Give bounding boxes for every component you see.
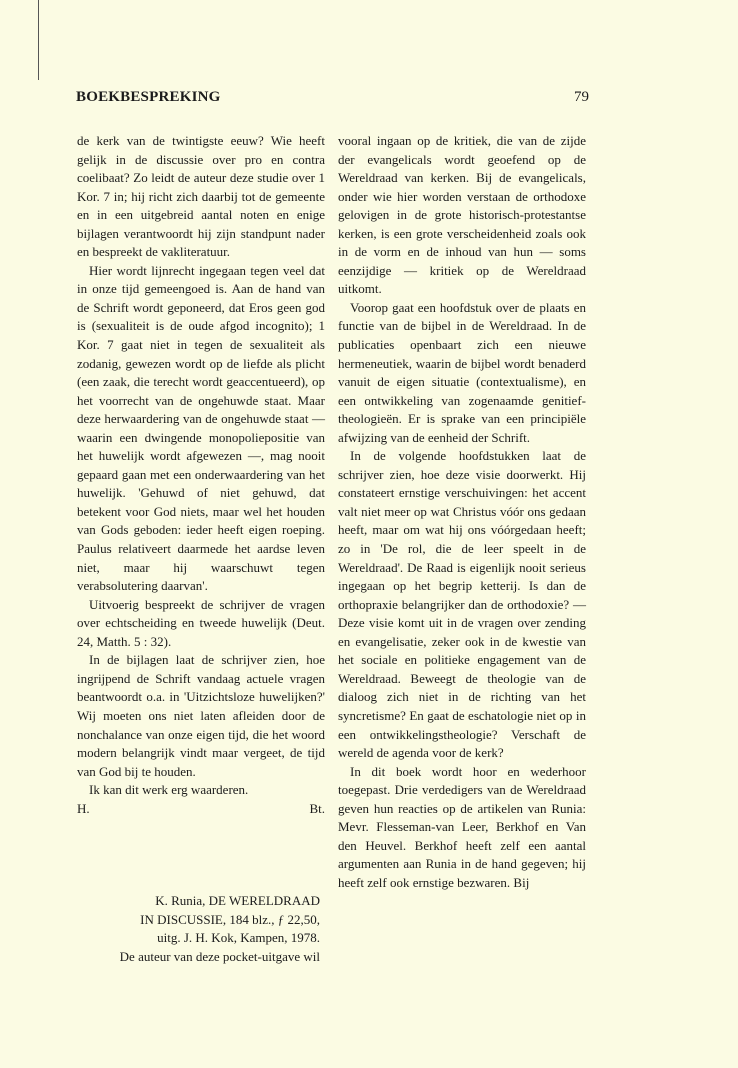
signature-initial-left: H. [77,800,90,816]
left-paragraph-4: In de bijlagen laat de schrijver zien, hoe ingrijpend de Schrift vandaag actuele vragen beantwoordt o.a. in 'Uitzichtsloze huwelijken?' Wij moeten ons niet laten afleiden door de nonchalance van onze eigen tijd, die het woord modern belangrijk vindt maar vergeet, de tijd van God bij te houden. [77,652,325,779]
right-paragraph-3: In de volgende hoofdstukken laat de schrijver zien, hoe deze visie doorwerkt. Hij constateert ernstige verschuivingen: het accent valt niet meer op wat Christus vóór ons gedaan heeft, maar om wat hij ons vóórgedaan heeft; zo in 'De rol, die de leer speelt in de Wereldraad'. De Raad is eigenlijk nooit serieus ingegaan op het begrip ketterij. Is dan de orthopraxie belangrijker dan de orthodoxie? — Deze visie komt uit in de vragen over zending en evangelisatie, zeker ook in de kwestie van het sociale en politieke engagement van de Wereldraad. Beweegt de theologie van de dialoog zich niet in de richting van het syncretisme? En gaat de eschatologie niet op in een ontwikkelingstheologie? Verschaft de wereld de agenda voor de kerk? [338,448,586,761]
right-paragraph-2: Voorop gaat een hoofdstuk over de plaats en functie van de bijbel in de Wereldraad. In de publicaties openbaart zich een nieuwe hermeneutiek, waarin de bijbel wordt benaderd vanuit de eigen situatie (contextualisme), en een ontwikkeling van zogenaamde genitief-theologieën. Er is sprake van een principiële afwijzing van de eenheid der Schrift. [338,299,586,445]
page-number: 79 [574,89,589,105]
left-paragraph-2: Hier wordt lijnrecht ingegaan tegen veel dat in onze tijd gemeengoed is. Aan de hand van de Schrift wordt geponeerd, dat Eros geen god is (sexualiteit is de oude afgod incognito); 1 Kor. 7 gaat niet in tegen de sexualiteit als zodanig, gewezen wordt op de liefde als plicht (een zaak, die terecht wordt geaccentueerd), op het voorrecht van de ongehuwde staat. Maar deze herwaardering van de ongehuwde staat — waarin een dwingende monopoliepositie van het huwelijk wordt afgewezen —, mag nooit gepaard gaan met een onderwaardering van het huwelijk. 'Gehuwd of niet gehuwd, dat betekent voor God niets, maar wel het houden van Gods geboden: ieder heeft eigen roeping. Paulus relativeert daarmede het aardse leven niet, maar hij waarschuwt tegen verabsolutering daarvan'. [77,262,325,594]
review-heading-line-3: uitg. J. H. Kok, Kampen, 1978. [157,930,320,945]
review-heading-line-1: K. Runia, DE WERELDRAAD [155,893,320,908]
signature-line [77,800,325,819]
right-column [338,132,586,892]
right-paragraph-1: vooral ingaan op de kritiek, die van de zijde der evangelicals wordt geoefend op de Wereldraad van kerken. Bij de evangelicals, onder wie hier worden verstaan de orthodoxe gelovigen in de grote historisch-protestantse kerken, is een grote verscheidenheid zoals ook in de vorm en de inhoud van hun — soms eenzijdige — kritiek op de Wereldraad uitkomt. [338,133,586,297]
right-paragraph-4: In dit boek wordt hoor en wederhoor toegepast. Drie verdedigers van de Wereldraad geven hun reacties op de artikelen van Runia: Mevr. Flesseman-van Leer, Berkhof en Van den Heuvel. Berkhof heeft zelf een aantal argumenten aan Runia in de hand gegeven; hij heeft zelf ook ernstige bezwaren. Bij [338,763,586,890]
review-heading-block [86,892,320,966]
review-heading-line-2: IN DISCUSSIE, 184 blz., ƒ 22,50, [140,911,320,927]
review-body-start: De auteur van deze pocket-uitgave wil [119,948,320,964]
left-paragraph-5: Ik kan dit werk erg waarderen. [89,782,249,798]
left-paragraph-3: Uitvoerig bespreekt de schrijver de vragen over echtscheiding en tweede huwelijk (Deut. 24, Matth. 5 : 32). [77,596,325,649]
left-paragraph-1: de kerk van de twintigste eeuw? Wie heeft gelijk in de discussie over pro en contra coelibaat? Zo leidt de auteur deze studie over 1 Kor. 7 in; hij richt zich daarbij tot de gemeente en in een uitgebreid aantal noten en enige bijlagen verantwoordt hij zijn standpunt nader en bespreekt de vakliteratuur. [77,133,325,260]
left-column [77,132,325,818]
scan-edge-line [38,0,39,80]
signature-initial-right: Bt. [309,800,325,816]
running-title: BOEKBESPREKING [76,89,221,105]
